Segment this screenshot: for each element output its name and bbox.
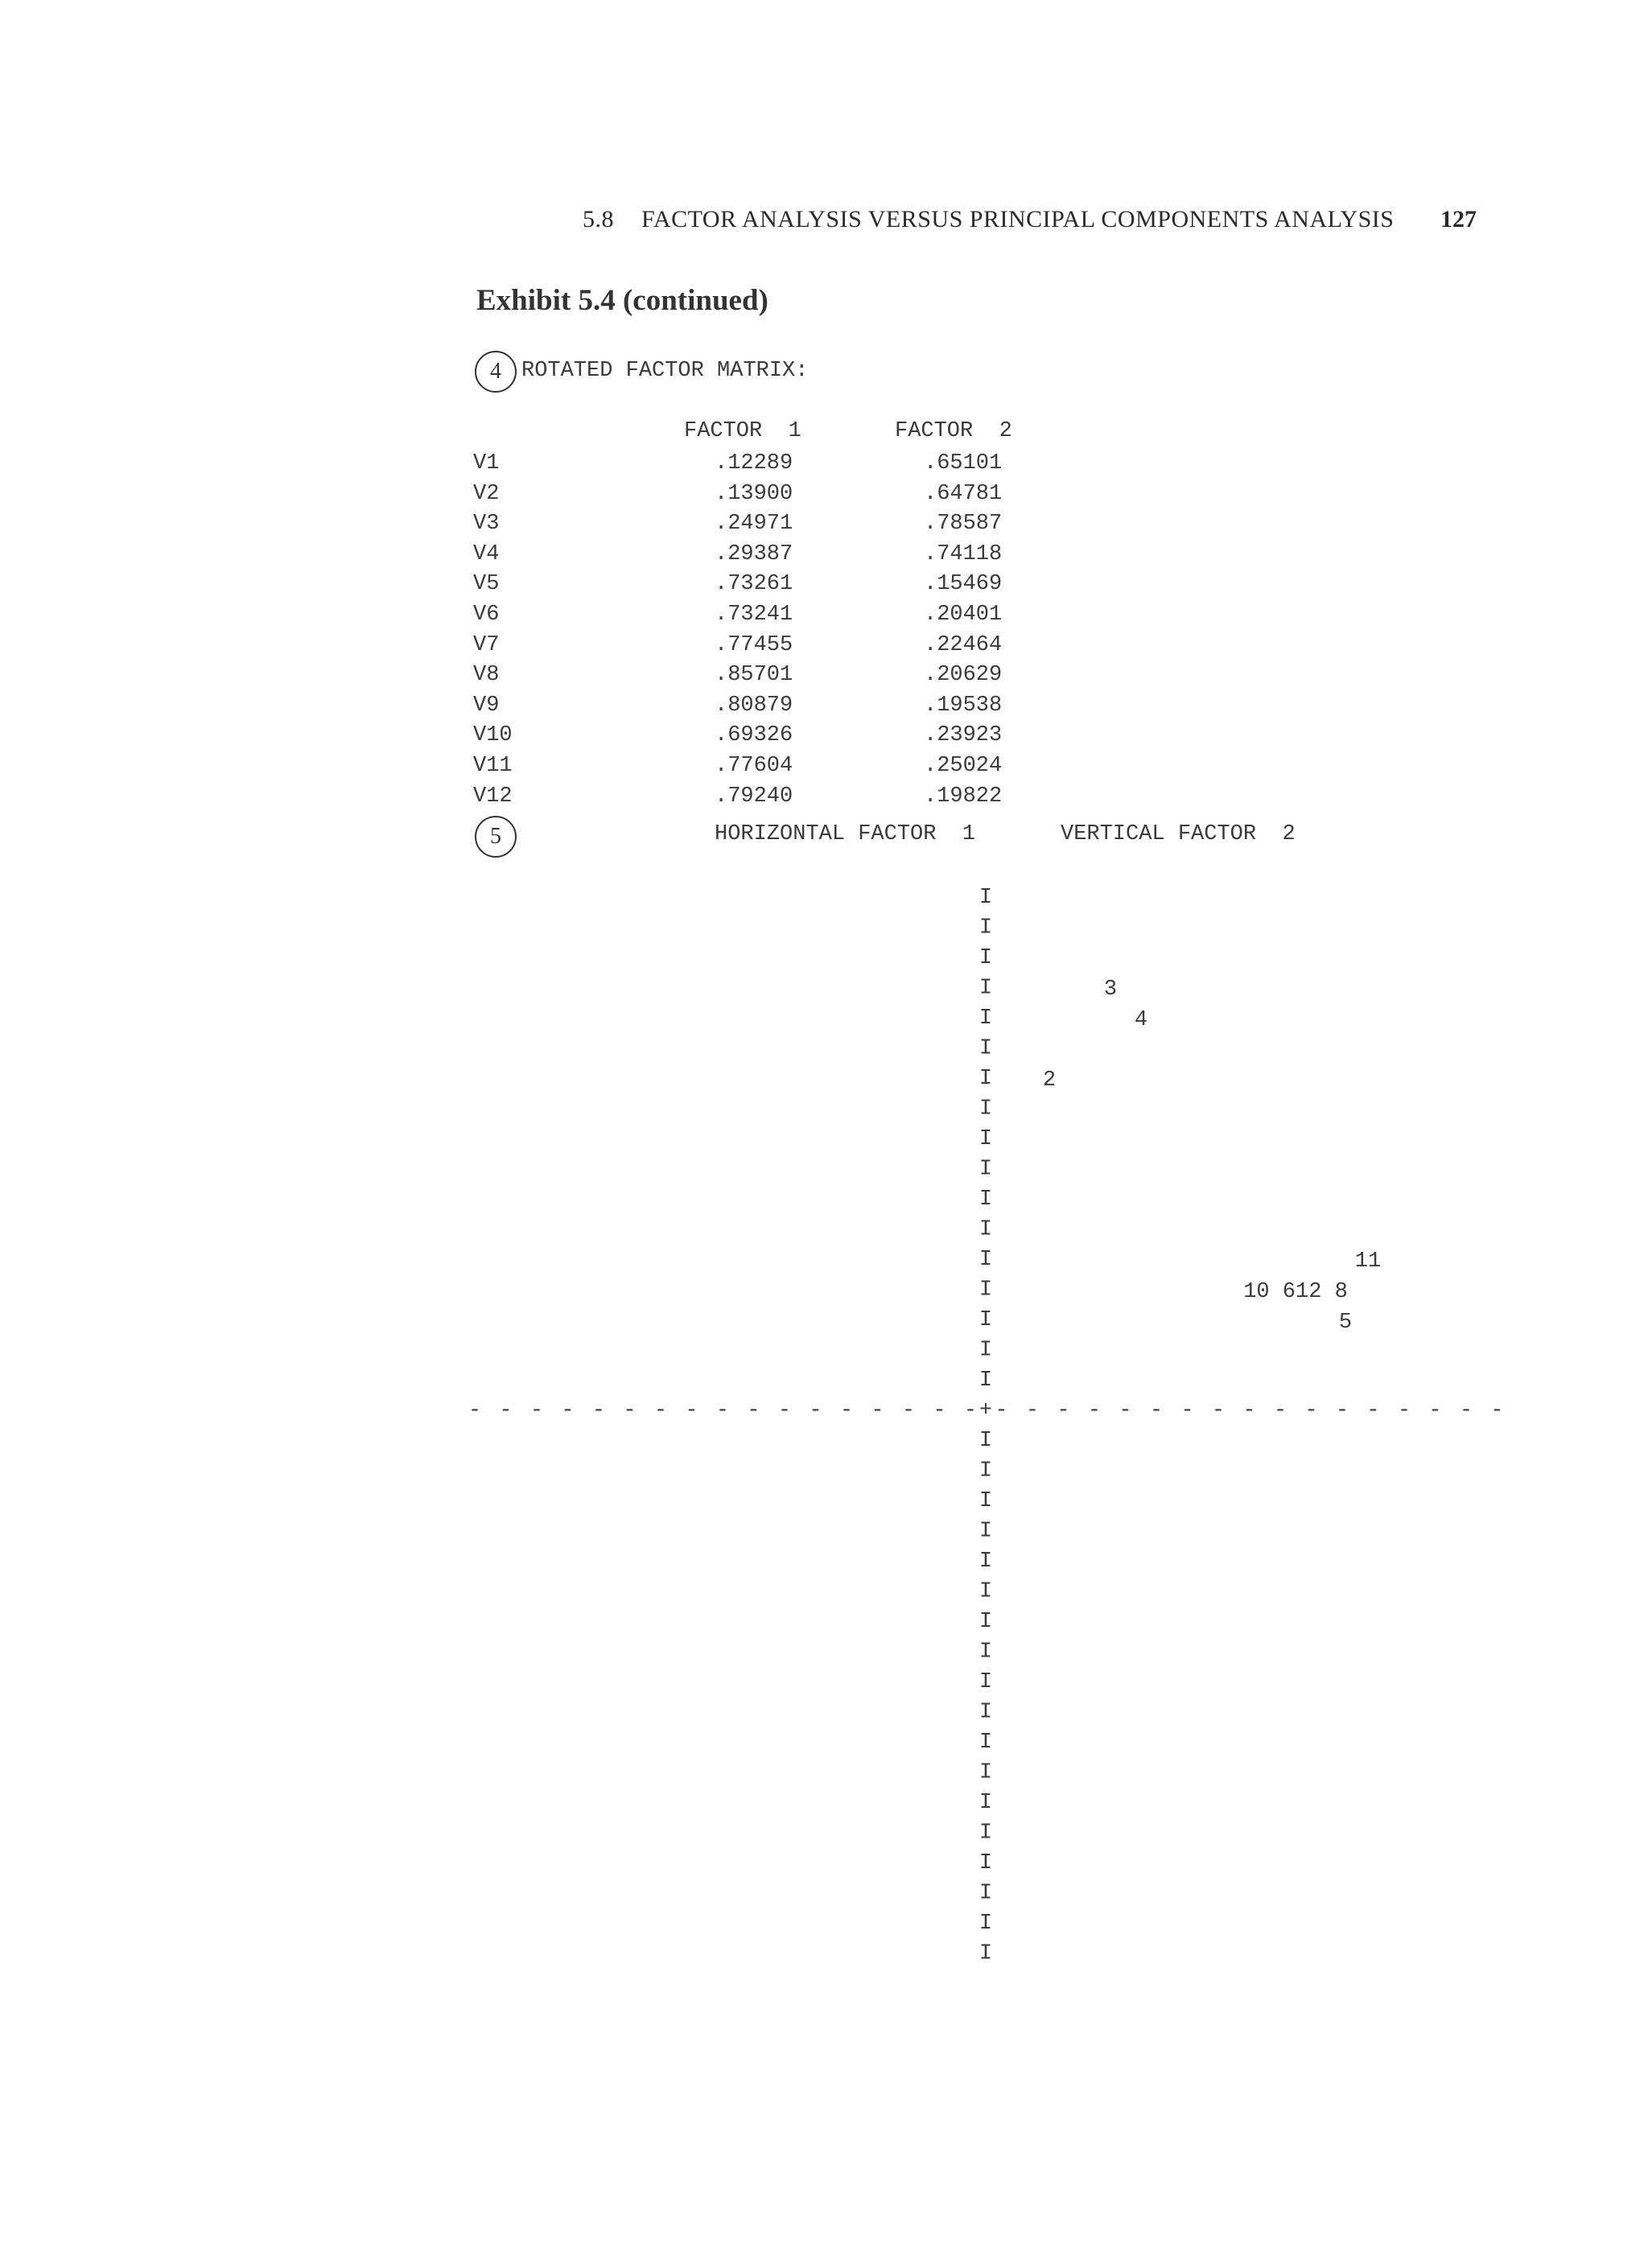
vertical-axis bbox=[979, 886, 992, 1966]
vertical-axis-mark: I bbox=[978, 1760, 993, 1785]
plot-point-label: 5 bbox=[1338, 1311, 1353, 1335]
factor-2-loading: .65101 bbox=[924, 451, 1003, 475]
horizontal-axis-mark: - bbox=[1366, 1398, 1380, 1423]
chapter-title: FACTOR ANALYSIS VERSUS PRINCIPAL COMPONENTS ANALYSIS bbox=[641, 206, 1395, 233]
vertical-axis-mark: I bbox=[978, 1097, 993, 1122]
factor-2-loading: .25024 bbox=[924, 754, 1003, 778]
vertical-axis-mark: I bbox=[978, 1851, 993, 1875]
vertical-axis-mark: I bbox=[978, 976, 993, 1001]
horizontal-axis-mark: - bbox=[1335, 1398, 1349, 1423]
column-header-factor-2: FACTOR 2 bbox=[895, 419, 1012, 443]
vertical-axis-mark: I bbox=[978, 1338, 993, 1363]
variable-name: V5 bbox=[473, 572, 500, 597]
vertical-axis-mark: I bbox=[978, 1067, 993, 1091]
vertical-axis-mark: I bbox=[978, 946, 993, 970]
horizontal-axis-mark: - bbox=[1273, 1398, 1288, 1423]
factor-1-loading: .73261 bbox=[715, 572, 793, 597]
variable-name: V6 bbox=[473, 603, 500, 627]
factor-1-loading: .69326 bbox=[715, 723, 793, 748]
horizontal-axis-mark: - bbox=[1490, 1398, 1504, 1423]
horizontal-axis-mark: - bbox=[901, 1398, 916, 1423]
factor-2-loading: .23923 bbox=[924, 723, 1003, 748]
horizontal-axis-mark: - bbox=[1180, 1398, 1194, 1423]
horizontal-axis-mark: - bbox=[747, 1398, 760, 1423]
horizontal-axis-mark: - bbox=[529, 1398, 544, 1423]
horizontal-axis-mark: - bbox=[1025, 1398, 1040, 1423]
variable-name: V12 bbox=[473, 784, 513, 809]
factor-2-loading: .19822 bbox=[924, 784, 1003, 809]
variable-name: V2 bbox=[473, 481, 500, 506]
plot-point-label: 4 bbox=[1134, 1008, 1148, 1032]
horizontal-axis-mark: - bbox=[777, 1398, 792, 1423]
variable-name: V8 bbox=[473, 663, 500, 688]
variable-name: V9 bbox=[473, 693, 500, 718]
plot-point-label: 2 bbox=[1042, 1068, 1057, 1093]
factor-2-loading: .78587 bbox=[924, 512, 1003, 537]
vertical-axis-mark: I bbox=[978, 1308, 993, 1332]
plot-origin: + bbox=[978, 1398, 993, 1423]
vertical-axis-mark: I bbox=[978, 916, 993, 941]
horizontal-axis-mark: - bbox=[499, 1398, 513, 1423]
factor-2-loading: .64781 bbox=[924, 481, 1003, 506]
factor-1-loading: .73241 bbox=[715, 603, 793, 627]
circled-marker-4: 4 bbox=[475, 351, 517, 393]
factor-1-loading: .13900 bbox=[715, 481, 793, 506]
variable-name: V4 bbox=[473, 541, 500, 566]
vertical-axis-mark: I bbox=[978, 1519, 993, 1544]
vertical-axis-mark: I bbox=[978, 1127, 993, 1151]
factor-2-loading: .22464 bbox=[924, 632, 1003, 657]
vertical-axis-mark: I bbox=[978, 1941, 993, 1966]
vertical-axis-mark: I bbox=[978, 886, 993, 910]
horizontal-axis-mark: - bbox=[933, 1398, 946, 1423]
circled-marker-5: 5 bbox=[475, 816, 517, 858]
horizontal-axis-mark: - bbox=[1087, 1398, 1102, 1423]
vertical-axis-mark: I bbox=[978, 1670, 993, 1694]
page-number: 127 bbox=[1440, 206, 1477, 233]
vertical-axis-mark: I bbox=[978, 1278, 993, 1303]
horizontal-axis-mark: - bbox=[653, 1398, 668, 1423]
variable-name: V7 bbox=[473, 632, 500, 657]
vertical-axis-mark: I bbox=[978, 1881, 993, 1906]
vertical-axis-mark: I bbox=[978, 1489, 993, 1513]
factor-2-loading: .74118 bbox=[924, 541, 1003, 566]
factor-2-loading: .15469 bbox=[924, 572, 1003, 597]
vertical-axis-mark: I bbox=[978, 1248, 993, 1272]
vertical-axis-mark: I bbox=[978, 1429, 993, 1453]
factor-1-loading: .77604 bbox=[715, 754, 793, 778]
vertical-axis-mark: I bbox=[978, 1369, 993, 1393]
horizontal-axis-mark: - bbox=[623, 1398, 637, 1423]
horizontal-axis-mark: - bbox=[685, 1398, 698, 1423]
horizontal-axis-mark: - bbox=[561, 1398, 575, 1423]
horizontal-axis-mark: - bbox=[871, 1398, 884, 1423]
horizontal-axis-mark: - bbox=[839, 1398, 854, 1423]
factor-1-loading: .12289 bbox=[715, 451, 793, 475]
factor-2-loading: .20401 bbox=[924, 603, 1003, 627]
factor-2-loading: .20629 bbox=[924, 663, 1003, 688]
vertical-axis-mark: I bbox=[978, 1157, 993, 1182]
horizontal-axis-mark: - bbox=[1057, 1398, 1070, 1423]
plot-points bbox=[1043, 978, 1381, 1335]
factor-2-loading: .19538 bbox=[924, 693, 1003, 718]
variable-name: V10 bbox=[473, 723, 513, 748]
plot-point-label: 3 bbox=[1103, 978, 1118, 1002]
vertical-axis-mark: I bbox=[978, 1912, 993, 1936]
horizontal-axis-mark: - bbox=[715, 1398, 730, 1423]
horizontal-axis-mark: - bbox=[1242, 1398, 1256, 1423]
plot-point-label: 11 bbox=[1354, 1249, 1382, 1274]
horizontal-axis-mark: - bbox=[1149, 1398, 1164, 1423]
vertical-axis-mark: I bbox=[978, 1821, 993, 1846]
column-header-factor-1: FACTOR 1 bbox=[684, 419, 801, 443]
factor-1-loading: .24971 bbox=[715, 512, 793, 537]
factor-1-loading: .85701 bbox=[715, 663, 793, 688]
horizontal-axis-mark: - bbox=[468, 1398, 482, 1423]
horizontal-axis-mark: - bbox=[1459, 1398, 1473, 1423]
vertical-axis-mark: I bbox=[978, 1579, 993, 1604]
horizontal-axis-label: HORIZONTAL FACTOR 1 bbox=[715, 822, 976, 846]
horizontal-axis-mark: - bbox=[1397, 1398, 1411, 1423]
horizontal-axis-mark: - bbox=[1119, 1398, 1132, 1423]
vertical-axis-mark: I bbox=[978, 1217, 993, 1242]
horizontal-axis-mark: - bbox=[1211, 1398, 1226, 1423]
vertical-axis-mark: I bbox=[978, 1550, 993, 1574]
vertical-axis-mark: I bbox=[978, 1006, 993, 1031]
vertical-axis-mark: I bbox=[978, 1459, 993, 1484]
plot-point-label: 10 612 8 bbox=[1243, 1280, 1348, 1304]
vertical-axis-mark: I bbox=[978, 1791, 993, 1815]
exhibit-title: Exhibit 5.4 (continued) bbox=[476, 284, 768, 317]
horizontal-axis-mark: - bbox=[1428, 1398, 1442, 1423]
variable-name: V11 bbox=[473, 754, 513, 778]
factor-1-loading: .77455 bbox=[715, 632, 793, 657]
horizontal-axis-mark: - bbox=[1304, 1398, 1318, 1423]
horizontal-axis-mark: - bbox=[591, 1398, 606, 1423]
vertical-axis-label: VERTICAL FACTOR 2 bbox=[1061, 822, 1296, 846]
vertical-axis-mark: I bbox=[978, 1731, 993, 1755]
vertical-axis-mark: I bbox=[978, 1610, 993, 1634]
section-number: 5.8 bbox=[583, 206, 614, 233]
variable-name: V3 bbox=[473, 512, 500, 537]
vertical-axis-mark: I bbox=[978, 1188, 993, 1212]
horizontal-axis-mark: - bbox=[995, 1398, 1008, 1423]
horizontal-axis-mark: - bbox=[809, 1398, 822, 1423]
variable-name: V1 bbox=[473, 451, 500, 475]
vertical-axis-mark: I bbox=[978, 1036, 993, 1061]
factor-1-loading: .29387 bbox=[715, 541, 793, 566]
horizontal-axis-mark: - bbox=[963, 1398, 978, 1423]
vertical-axis-mark: I bbox=[978, 1640, 993, 1665]
factor-1-loading: .80879 bbox=[715, 693, 793, 718]
matrix-title: ROTATED FACTOR MATRIX: bbox=[521, 359, 809, 383]
factor-1-loading: .79240 bbox=[715, 784, 793, 809]
vertical-axis-mark: I bbox=[978, 1700, 993, 1725]
